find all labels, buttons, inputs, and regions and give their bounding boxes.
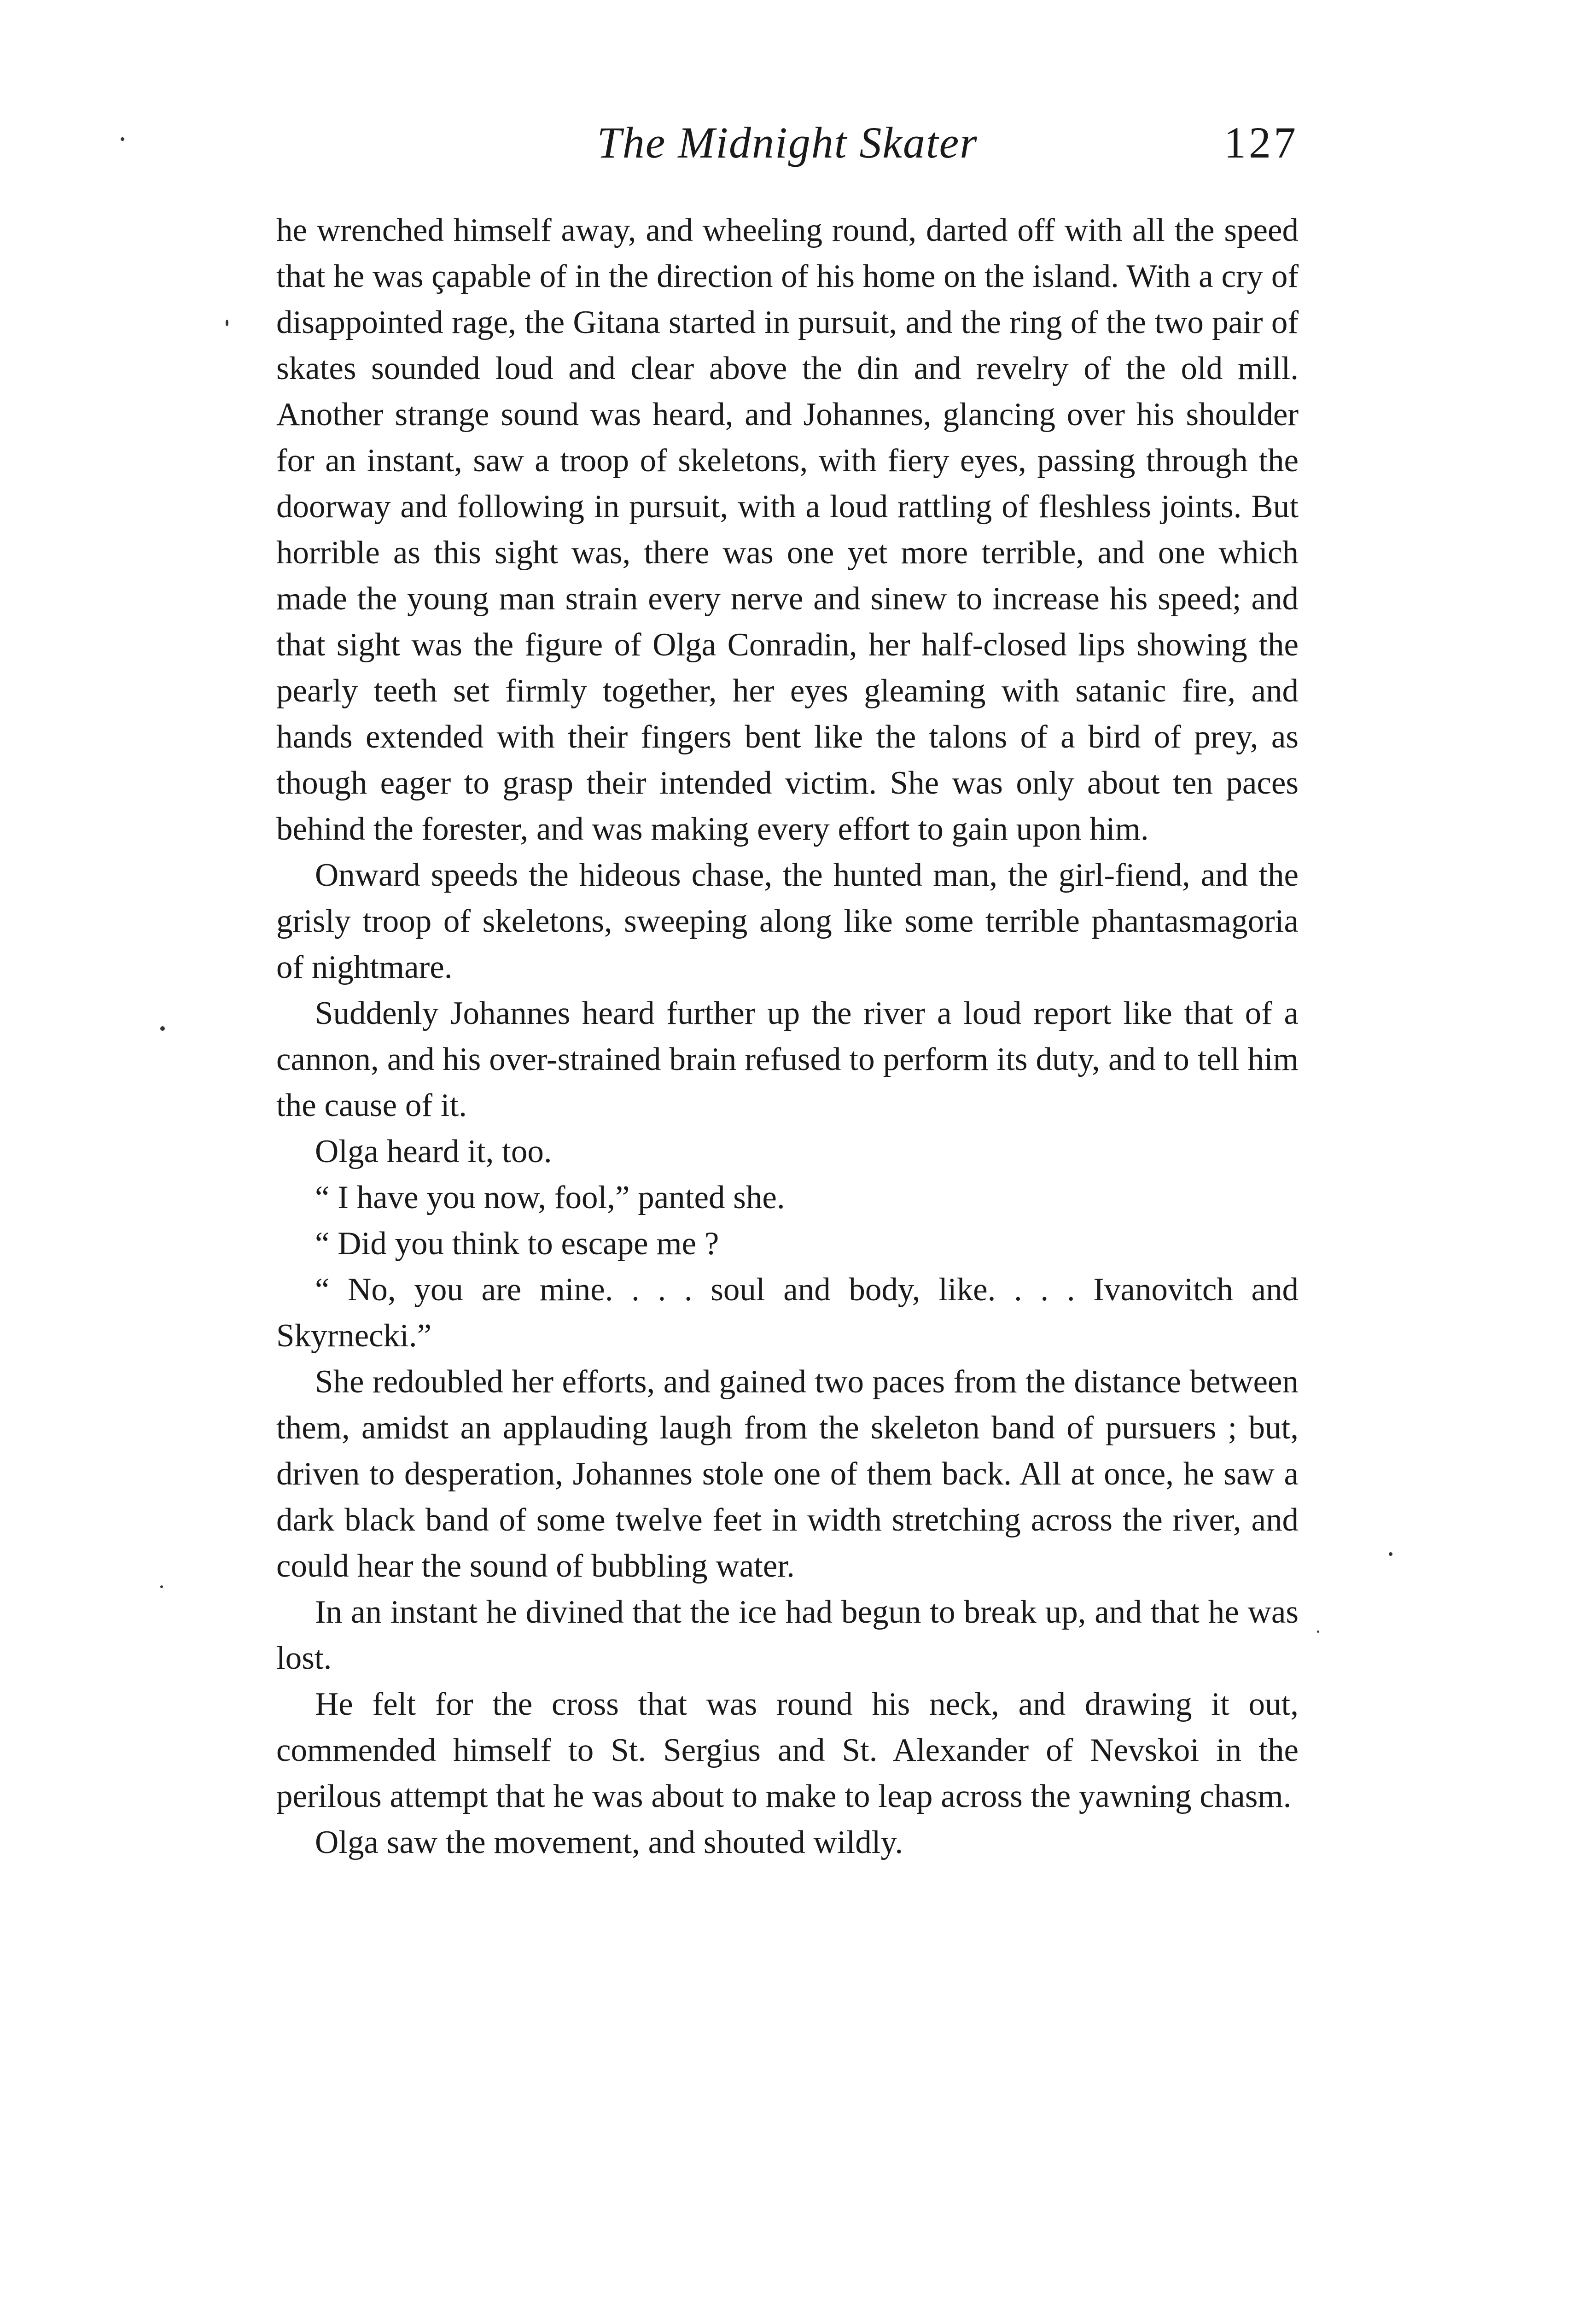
running-title: The Midnight Skater	[597, 118, 978, 167]
paragraph: He felt for the cross that was round his neck, and drawing it out, commended himself to St. Sergius and St. Alexander of Nevskoi in the perilous attempt that he was about to make to leap across the yawning chasm.	[276, 1686, 1299, 1814]
print-speck	[1317, 1631, 1319, 1633]
paragraph: Onward speeds the hideous chase, the hunted man, the girl-fiend, and the grisly troop of skeletons, sweeping along like some terrible phantasmagoria of nightmare.	[276, 857, 1299, 985]
paragraph: “ No, you are mine. . . . soul and body, like. . . . Ivanovitch and Skyrnecki.”	[276, 1272, 1299, 1354]
paragraph: Suddenly Johannes heard further up the river a loud report like that of a cannon, and his over-strained brain refused to perform its duty, and to tell him the cause of it.	[276, 995, 1299, 1123]
print-speck	[160, 1585, 163, 1588]
print-speck	[160, 1026, 165, 1031]
page-number: 127	[1224, 118, 1299, 167]
paragraph: In an instant he divined that the ice had begun to break up, and that he was lost.	[276, 1594, 1299, 1676]
running-head	[276, 115, 1299, 170]
paragraph: She redoubled her efforts, and gained two paces from the distance between them, amidst an applauding laugh from the skeleton band of pursuers ; but, driven to desperation, Johannes stole one of them back. All at once, he saw a dark black band of some twelve feet in width stretching across the river, and could hear the sound of bubbling water.	[276, 1364, 1299, 1584]
print-speck	[121, 137, 124, 141]
paragraph-continued: he wrenched himself away, and wheeling round, darted off with all the speed that he was çapable of in the direction of his home on the island. With a cry of disappointed rage, the Gitana started in pursuit, and the ring of the two pair of skates sounded loud and clear above the din and revelry of the old mill. Another strange sound was heard, and Johannes, glancing over his shoulder for an instant, saw a troop of skeletons, with fiery eyes, passing through the doorway and following in pursuit, with a loud rattling of fleshless joints. But horrible as this sight was, there was one yet more terrible, and one which made the young man strain every nerve and sinew to increase his speed; and that sight was the figure of Olga Conradin, her half-closed lips showing the pearly teeth set firmly together, her eyes gleaming with satanic fire, and hands extended with their fingers bent like the talons of a bird of prey, as though eager to grasp their intended victim. She was only about ten paces behind the forester, and was making every effort to gain upon him.	[276, 212, 1299, 847]
paragraph: “ I have you now, fool,” panted she.	[315, 1180, 785, 1216]
paragraph: Olga heard it, too.	[315, 1134, 552, 1169]
paragraph: “ Did you think to escape me ?	[315, 1226, 719, 1262]
print-speck	[226, 320, 228, 326]
paragraph: Olga saw the movement, and shouted wildly.	[315, 1824, 903, 1860]
print-speck	[1389, 1552, 1392, 1556]
body-text	[276, 207, 1299, 1865]
